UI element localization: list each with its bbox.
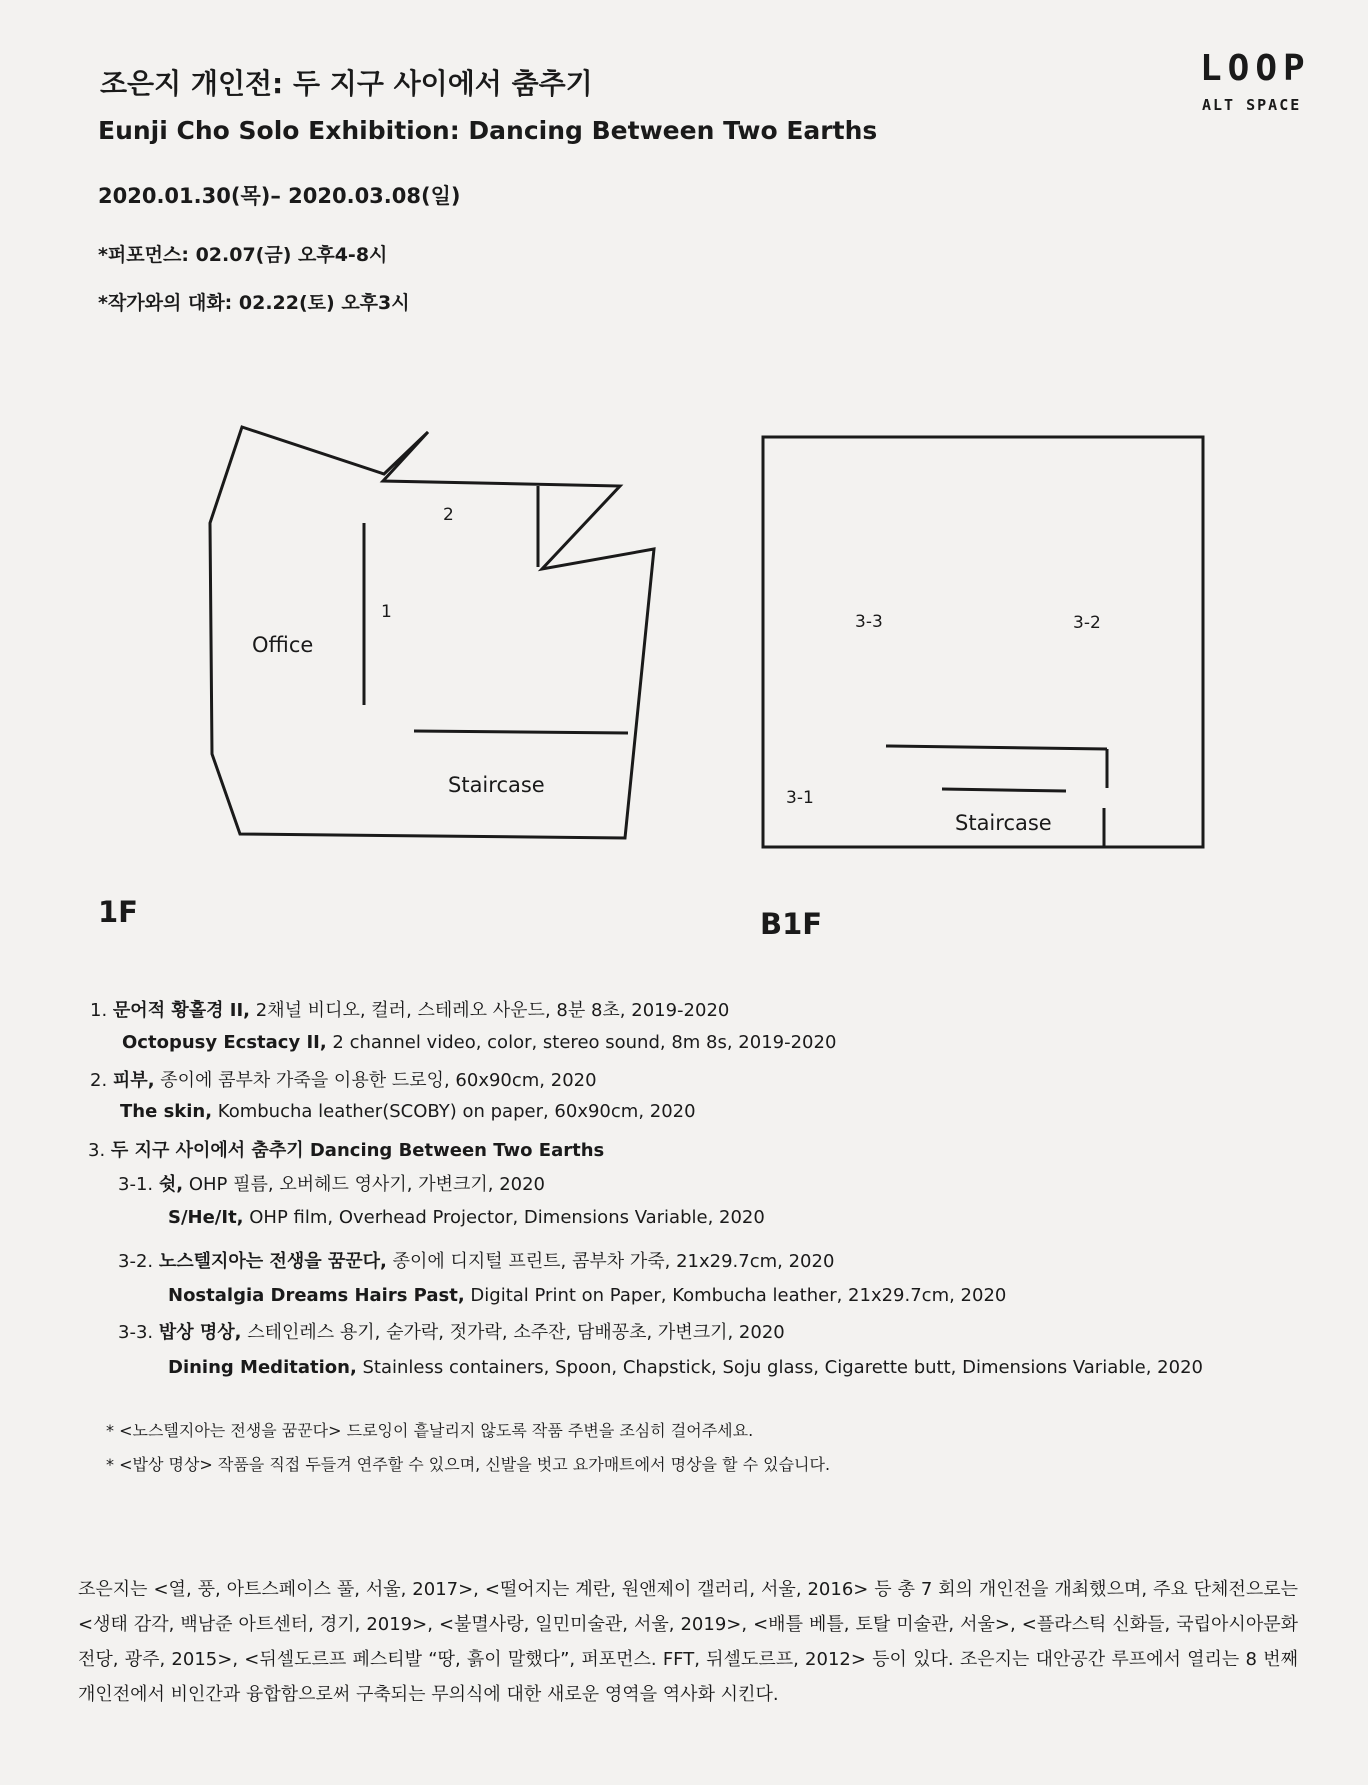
- exhibition-title-english: Eunji Cho Solo Exhibition: Dancing Between Two Earths: [98, 116, 878, 145]
- basement-floor-label: B1F: [760, 907, 823, 941]
- work-2-korean: 2. 피부, 종이에 콤부차 가죽을 이용한 드로잉, 60x90cm, 2020: [90, 1070, 597, 1091]
- plan-marker-3-2: 3-2: [1073, 613, 1101, 633]
- plan-marker-2: 2: [443, 505, 454, 525]
- first-floor-staircase-wall: [414, 731, 628, 733]
- basement-outline: [763, 437, 1203, 847]
- plan-marker-3-1: 3-1: [786, 788, 814, 808]
- artist-bio: 조은지는 <열, 풍, 아트스페이스 풀, 서울, 2017>, <떨어지는 계란, 원앤제이 갤러리, 서울, 2016> 등 총 7 회의 개인전을 개최했으며, 주요 단체전으로는 <생태 감각, 백남준 아트센터, 경기, 2019>, <불멸사랑, 일민미술관, 서울, 2019>, <배틀 베틀, 토탈 미술관, 서울>, <플라스틱 신화들, 국립아시아문화전당, 광주, 2015>, <뒤셀도르프 페스티발 “땅, 흙이 말했다”, 퍼포먼스. FFT, 뒤셀도르프, 2012> 등이 있다. 조은지는 대안공간 루프에서 열리는 8 번째 개인전에서 비인간과 융합함으로써 구축되는 무의식에 대한 새로운 영역을 역사화 시킨다.: [78, 1579, 1298, 1705]
- work-2-english: The skin, Kombucha leather(SCOBY) on paper, 60x90cm, 2020: [120, 1101, 696, 1122]
- first-floor-label: 1F: [98, 895, 138, 929]
- work-3-title: 3. 두 지구 사이에서 춤추기 Dancing Between Two Earths: [88, 1140, 605, 1161]
- loop-logo: LOOP: [1200, 48, 1311, 89]
- work-3-1-korean: 3-1. 쉿, OHP 필름, 오버헤드 영사기, 가변크기, 2020: [118, 1174, 545, 1195]
- work-1-english: Octopusy Ecstacy II, 2 channel video, color, stereo sound, 8m 8s, 2019-2020: [122, 1032, 837, 1053]
- performance-event: *퍼포먼스: 02.07(금) 오후4-8시: [98, 244, 388, 266]
- note-meditation: * <밥상 명상> 작품을 직접 두들겨 연주할 수 있으며, 신발을 벗고 요가매트에서 명상을 할 수 있습니다.: [106, 1455, 831, 1474]
- basement-staircase-wall-top: [886, 746, 1107, 749]
- plan-marker-1: 1: [381, 602, 392, 622]
- basement-staircase-label: Staircase: [955, 811, 1052, 835]
- office-label: Office: [252, 633, 314, 657]
- artist-talk-event: *작가와의 대화: 02.22(토) 오후3시: [98, 292, 410, 314]
- note-drawing-care: * <노스텔지아는 전생을 꿈꾼다> 드로잉이 흩날리지 않도록 작품 주변을 조심히 걸어주세요.: [106, 1421, 754, 1440]
- work-3-2-korean: 3-2. 노스텔지아는 전생을 꿈꾼다, 종이에 디지털 프린트, 콤부차 가죽, 21x29.7cm, 2020: [118, 1251, 835, 1272]
- exhibition-title-korean: 조은지 개인전: 두 지구 사이에서 춤추기: [100, 67, 593, 100]
- work-3-2-english: Nostalgia Dreams Hairs Past, Digital Print on Paper, Kombucha leather, 21x29.7cm, 2020: [168, 1285, 1007, 1306]
- basement-staircase-step: [942, 789, 1066, 791]
- plan-marker-3-3: 3-3: [855, 612, 883, 632]
- work-3-1-english: S/He/It, OHP film, Overhead Projector, Dimensions Variable, 2020: [168, 1207, 765, 1228]
- work-1-korean: 1. 문어적 황홀경 II, 2채널 비디오, 컬러, 스테레오 사운드, 8분 8초, 2019-2020: [90, 1000, 730, 1021]
- exhibition-dates: 2020.01.30(목)– 2020.03.08(일): [98, 184, 461, 208]
- first-floor-staircase-label: Staircase: [448, 773, 545, 797]
- alt-space-logo-text: ALT SPACE: [1202, 96, 1302, 114]
- work-3-3-korean: 3-3. 밥상 명상, 스테인레스 용기, 숟가락, 젓가락, 소주잔, 담배꽁초, 가변크기, 2020: [118, 1322, 785, 1343]
- work-3-3-english: Dining Meditation, Stainless containers, Spoon, Chapstick, Soju glass, Cigarette butt, Dimensions Variable, 2020: [168, 1357, 1203, 1378]
